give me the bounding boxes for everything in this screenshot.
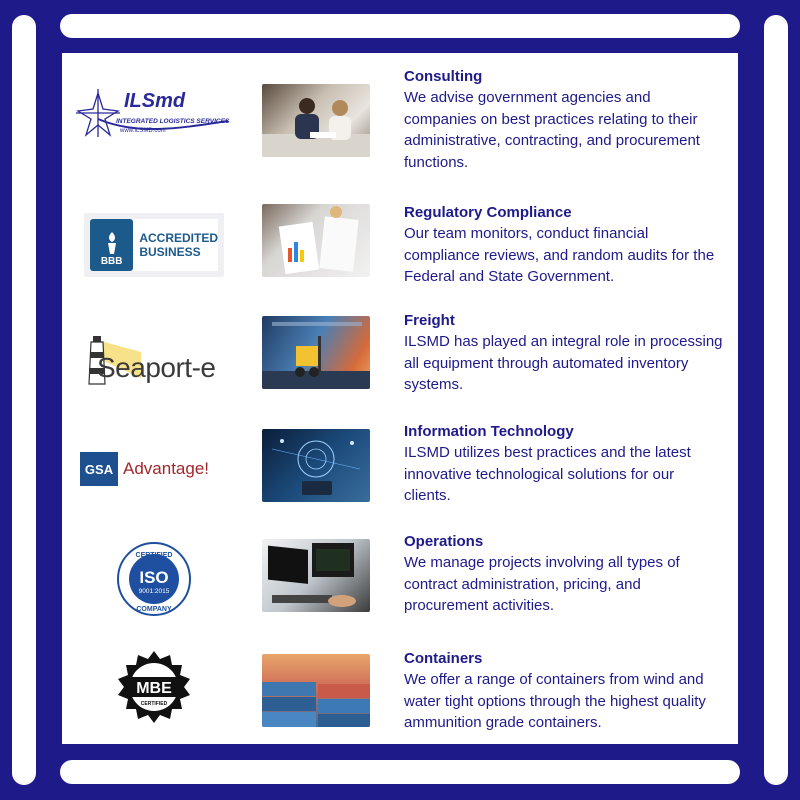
- services-panel: [62, 53, 738, 744]
- service-row-freight: [62, 311, 738, 421]
- digital-network-icon: [262, 429, 370, 502]
- service-title: Operations: [404, 533, 484, 550]
- gsa-advantage-logo: [62, 427, 242, 511]
- shipping-containers-photo: [262, 654, 370, 727]
- service-text-operations: [404, 532, 724, 617]
- service-text-information-technology: [404, 422, 724, 507]
- bbb-line2: BUSINESS: [139, 245, 201, 259]
- containers-icon: [262, 654, 370, 727]
- ilsmd-url: www.ILSMD.com: [120, 128, 166, 134]
- iso-bottom-text: COMPANY: [136, 606, 172, 613]
- iso-top-text: CERTIFIED: [135, 552, 173, 559]
- frame-bottom-bar: [60, 760, 740, 784]
- service-description: We manage projects involving all types of contract administration, pricing, and procurement activities.: [404, 554, 680, 614]
- bbb-mark: BBB: [100, 256, 123, 267]
- financial-documents-photo: [262, 204, 370, 277]
- bbb-accredited-logo: [74, 203, 234, 287]
- seaport-e-logo: [74, 319, 234, 403]
- charts-documents-icon: [262, 204, 370, 277]
- service-description: Our team monitors, conduct financial compliance reviews, and random audits for the Federal and State Government.: [404, 225, 715, 285]
- service-row-containers: [62, 649, 738, 749]
- bbb-torch-icon: [90, 219, 133, 271]
- bbb-line1: ACCREDITED: [139, 231, 218, 245]
- service-row-operations: [62, 532, 738, 642]
- gsa-advantage-name: Advantage!: [123, 459, 210, 478]
- service-text-consulting: [404, 67, 724, 173]
- service-title: Freight: [404, 312, 455, 329]
- monitors-icon: [262, 539, 370, 612]
- service-text-containers: [404, 649, 724, 734]
- service-row-regulatory-compliance: [62, 203, 738, 313]
- ilsmd-logo: [74, 73, 234, 157]
- meeting-people-icon: [262, 84, 370, 157]
- computer-monitors-photo: [262, 539, 370, 612]
- service-description: ILSMD utilizes best practices and the latest innovative technological solutions for our clients.: [404, 444, 691, 504]
- technology-photo: [262, 429, 370, 502]
- frame-top-bar: [60, 14, 740, 38]
- meeting-photo: [262, 84, 370, 157]
- warehouse-forklift-photo: [262, 316, 370, 389]
- seaport-e-name: Seaport-e: [97, 352, 216, 383]
- service-title: Containers: [404, 650, 483, 667]
- iso-badge-icon: [116, 541, 192, 617]
- service-row-consulting: [62, 67, 738, 177]
- service-title: Regulatory Compliance: [404, 204, 572, 221]
- service-row-information-technology: [62, 422, 738, 532]
- service-description: ILSMD has played an integral role in processing all equipment through automated inventory systems.: [404, 333, 723, 393]
- mbe-certified-logo: [74, 647, 234, 731]
- mbe-sub-text: CERTIFIED: [140, 701, 168, 707]
- mbe-seal-icon: [114, 649, 194, 729]
- iso-code: 9001:2015: [138, 588, 170, 595]
- iso-mark: ISO: [139, 568, 169, 587]
- service-text-freight: [404, 311, 724, 396]
- service-title: Information Technology: [404, 423, 574, 440]
- frame-right-bar: [764, 15, 788, 785]
- iso-certified-logo: [74, 537, 234, 621]
- mbe-mark: MBE: [136, 680, 172, 697]
- ilsmd-name: ILSmd: [124, 90, 186, 112]
- service-text-regulatory-compliance: [404, 203, 724, 288]
- service-description: We advise government agencies and companies on best practices relating to their administrative, contracting, and procurement functions.: [404, 89, 700, 171]
- ilsmd-star-icon: [76, 85, 232, 145]
- ilsmd-tagline: INTEGRATED LOGISTICS SERVICES: [116, 118, 230, 125]
- gsa-mark: GSA: [80, 452, 118, 486]
- frame-left-bar: [12, 15, 36, 785]
- service-title: Consulting: [404, 68, 483, 85]
- forklift-icon: [262, 316, 370, 389]
- service-description: We offer a range of containers from wind and water tight options through the highest quality ammunition grade containers.: [404, 671, 706, 731]
